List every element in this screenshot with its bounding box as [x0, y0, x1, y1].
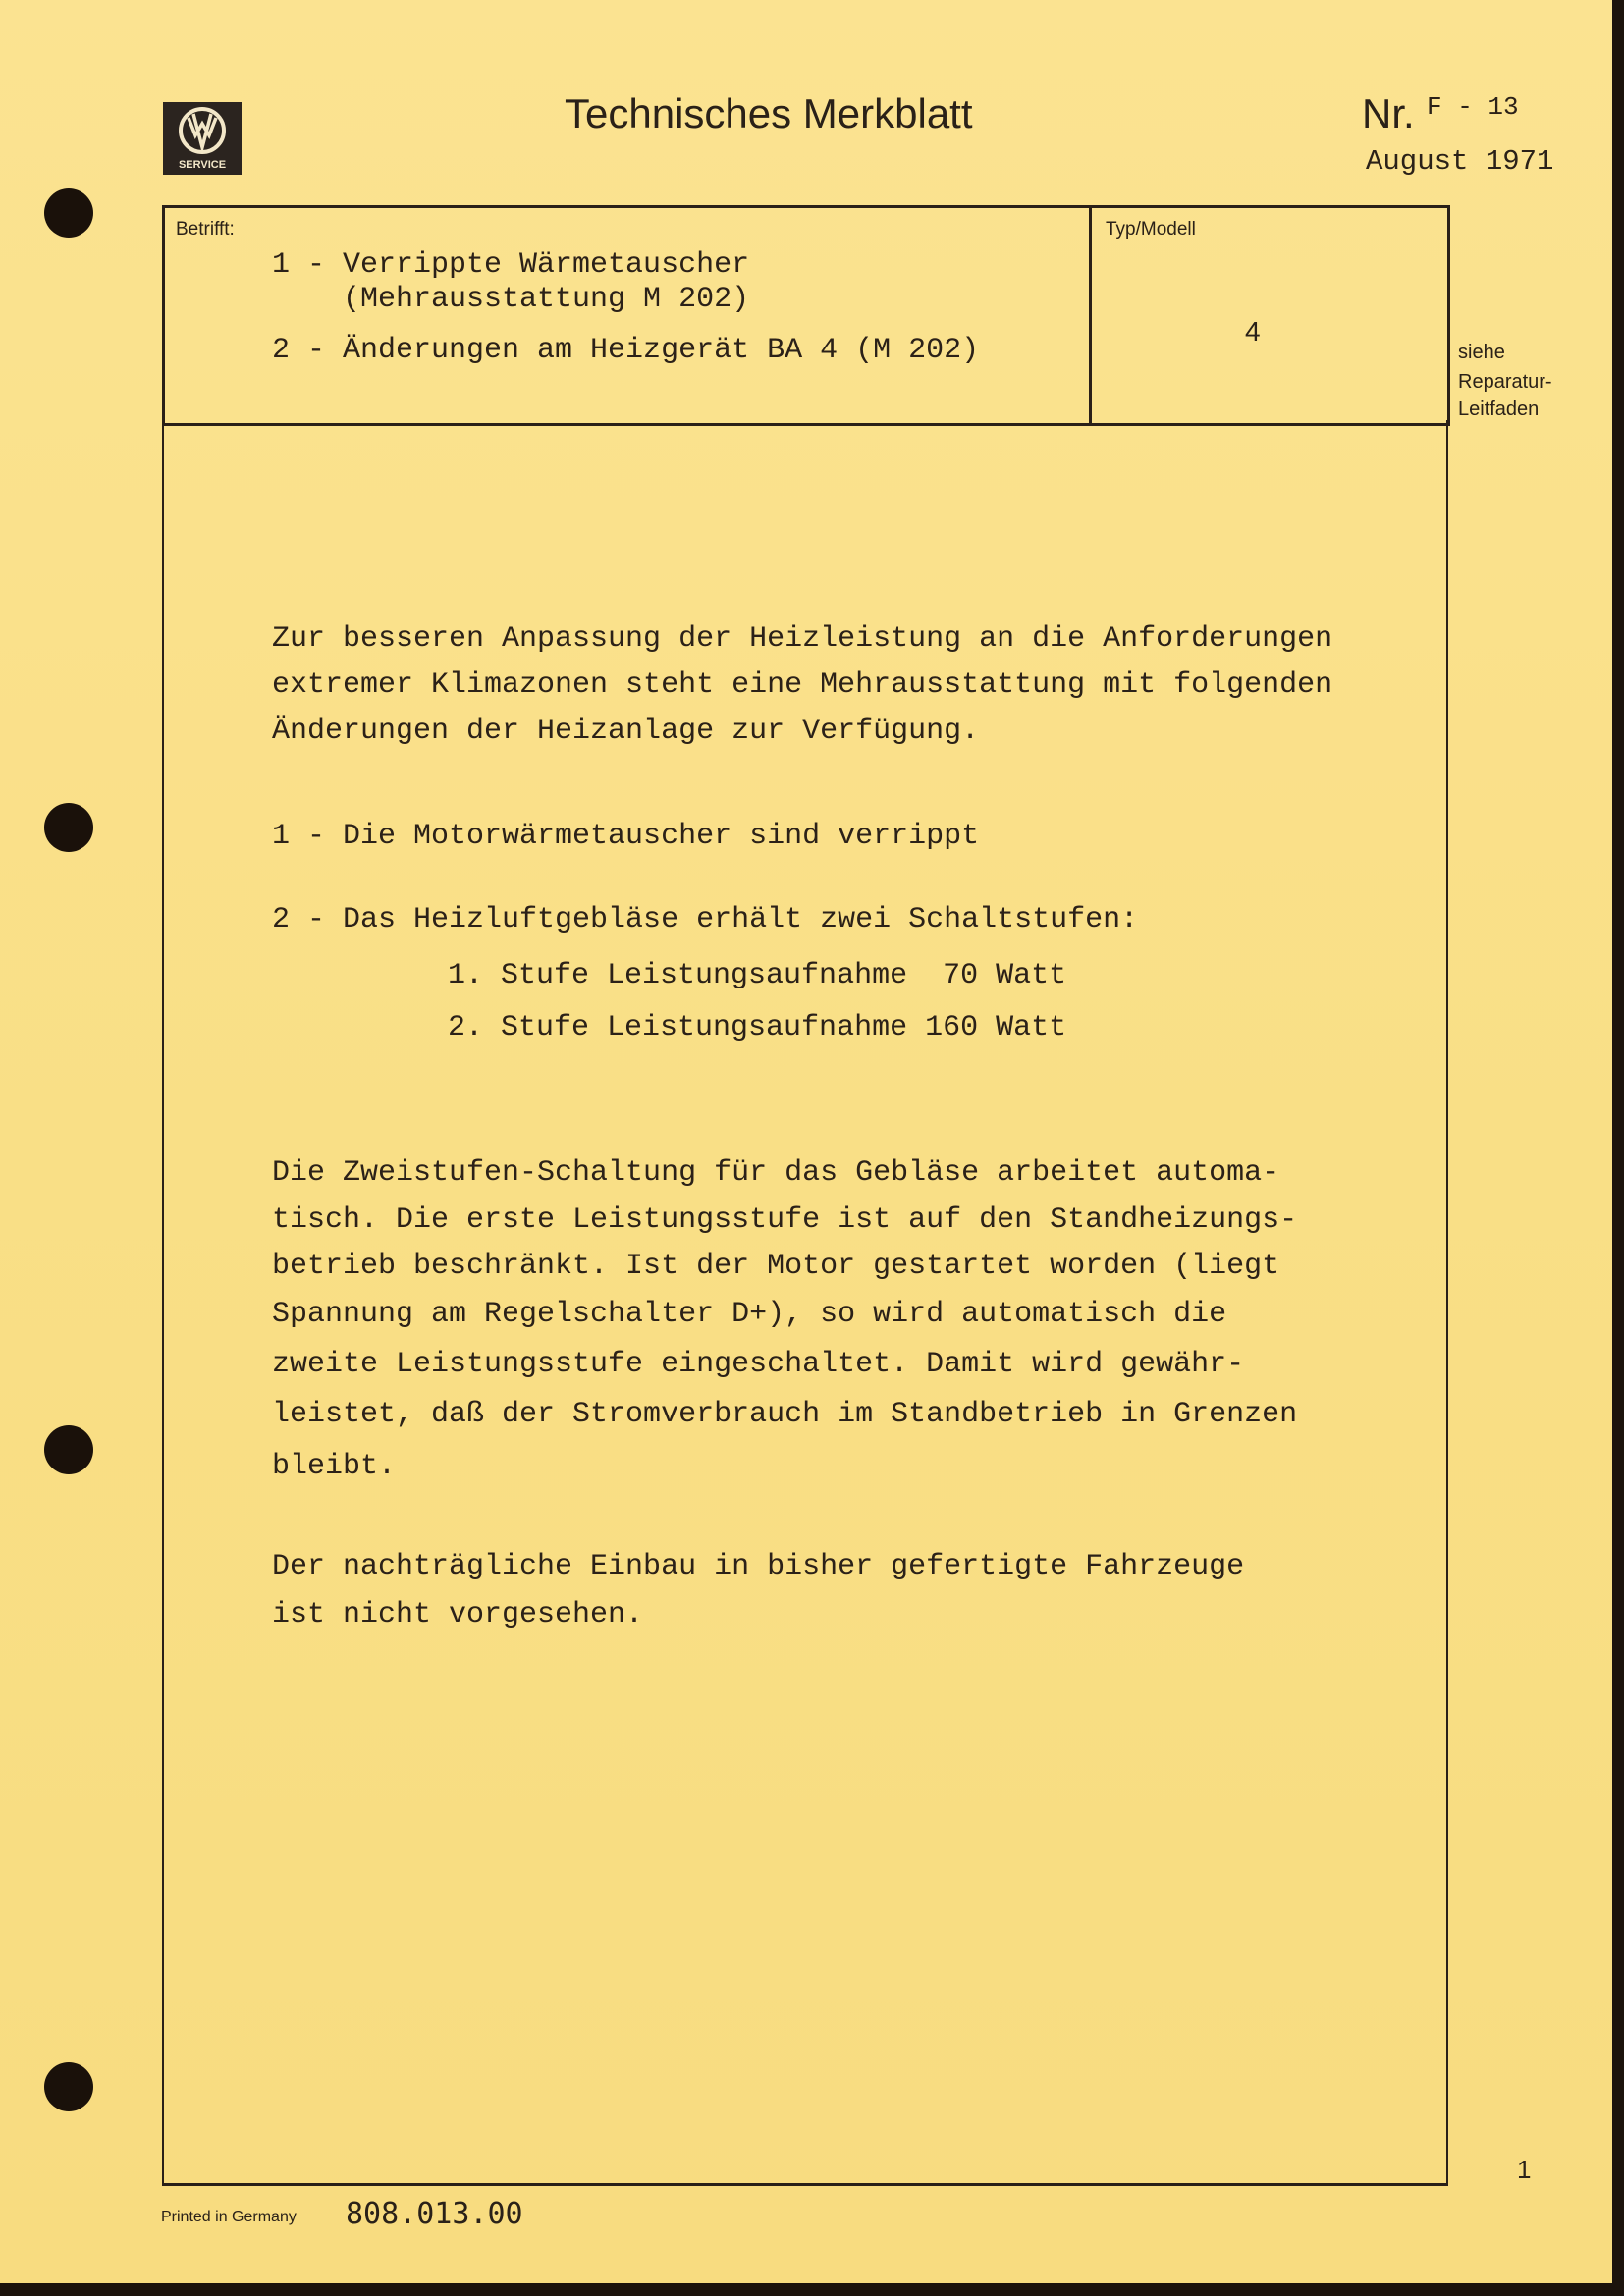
vw-service-logo	[163, 102, 242, 175]
type-value: 4	[1245, 316, 1261, 347]
subject-label: Betrifft:	[176, 219, 235, 240]
stage-line: 1. Stufe Leistungsaufnahme 70 Watt	[448, 959, 1067, 992]
paragraph-line: bleibt.	[272, 1450, 397, 1483]
paragraph-line: Spannung am Regelschalter D+), so wird automatisch die	[272, 1298, 1227, 1331]
paragraph-line: betrieb beschränkt. Ist der Motor gestartet worden (liegt	[272, 1250, 1280, 1283]
punch-hole	[44, 803, 93, 852]
paragraph-line: Die Zweistufen-Schaltung für das Gebläse arbeitet automa-	[272, 1156, 1280, 1190]
subject-item: 2 - Änderungen am Heizgerät BA 4 (M 202)	[272, 334, 980, 367]
stage-line: 2. Stufe Leistungsaufnahme 160 Watt	[448, 1011, 1067, 1044]
paragraph-line: zweite Leistungsstufe eingeschaltet. Damit wird gewähr-	[272, 1348, 1245, 1381]
subject-item: (Mehrausstattung M 202)	[272, 283, 750, 316]
paragraph-line: ist nicht vorgesehen.	[272, 1598, 644, 1631]
document-number: F - 13	[1427, 92, 1519, 122]
vw-emblem-icon	[175, 106, 230, 155]
paragraph-line: leistet, daß der Stromverbrauch im Standbetrieb in Grenzen	[272, 1398, 1298, 1431]
intro-line: extremer Klimazonen steht eine Mehrausstattung mit folgenden	[272, 668, 1333, 702]
side-note: siehe	[1458, 342, 1505, 363]
side-note: Leitfaden	[1458, 399, 1540, 420]
paragraph-line: tisch. Die erste Leistungsstufe ist auf den Standheizungs-	[272, 1203, 1298, 1237]
punch-hole	[44, 188, 93, 238]
type-label: Typ/Modell	[1106, 219, 1196, 240]
intro-line: Änderungen der Heizanlage zur Verfügung.	[272, 715, 980, 748]
page-number: 1	[1517, 2155, 1532, 2184]
number-label: Nr.	[1362, 90, 1415, 136]
form-code: 808.013.00	[346, 2197, 523, 2231]
list-item: 1 - Die Motorwärmetauscher sind verrippt	[272, 820, 980, 853]
punch-hole	[44, 2062, 93, 2111]
printed-in-germany: Printed in Germany	[161, 2209, 297, 2225]
paragraph-line: Der nachträgliche Einbau in bisher gefertigte Fahrzeuge	[272, 1550, 1245, 1583]
side-note: Reparatur-	[1458, 371, 1552, 393]
logo-service-text: SERVICE	[178, 159, 227, 171]
box-divider	[1089, 205, 1092, 423]
subject-item: 1 - Verrippte Wärmetauscher	[272, 248, 750, 282]
intro-line: Zur besseren Anpassung der Heizleistung an die Anforderungen	[272, 622, 1333, 656]
document-title: Technisches Merkblatt	[565, 90, 973, 136]
punch-hole	[44, 1425, 93, 1474]
document-date: August 1971	[1366, 145, 1554, 178]
list-item: 2 - Das Heizluftgebläse erhält zwei Schaltstufen:	[272, 903, 1139, 936]
